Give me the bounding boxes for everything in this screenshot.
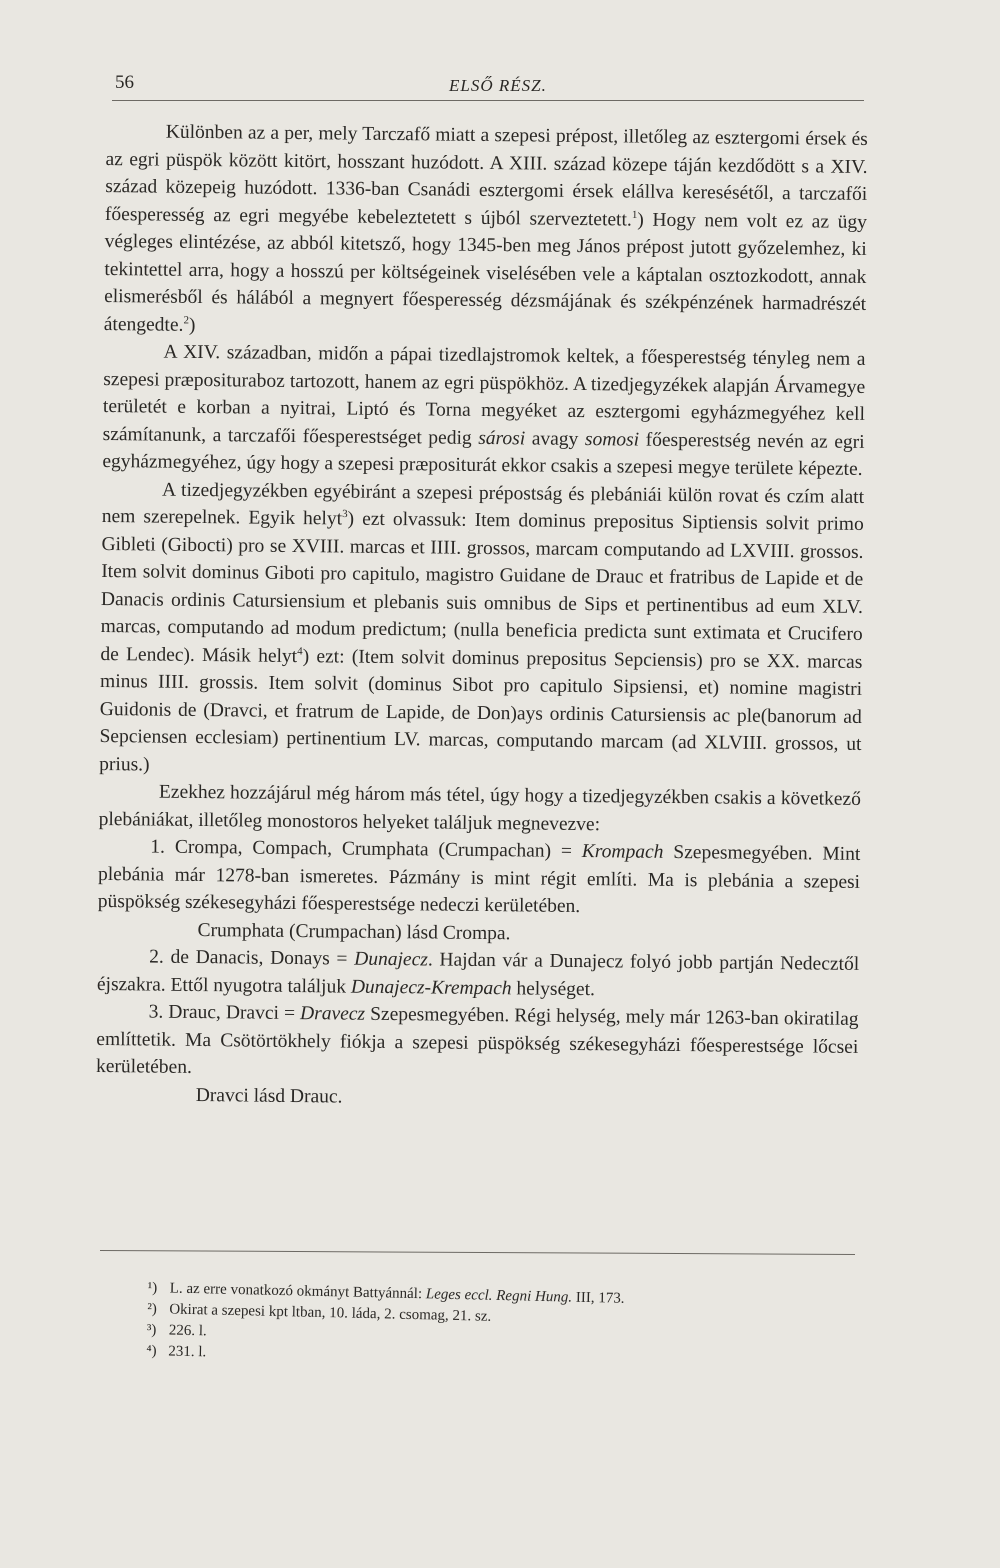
paragraph-3: A tizedjegyzékben egyébiránt a szepesi prépostság és plebániái külön rovat és czím alatt nem szerepelnek. Egyik helyt$^3$) ezt olvassuk: Item dominus prepositus Siptiensis solvit primo Gibleti (Gibocti) pro se XVIII. marcas et IIII. grossos, marcam computando ad LXVIII. grossos. Item solvit dominus Giboti pro capitulo, magistro Guidane de Drauc et fratribus de Lapide et de Danacis ordinis Catursiensium et plebanis suis omnibus de Sips et pertinentibus ad eum XLV. marcas, computando ad modum predictum; (nulla beneficia predicta sunt extimata et Crucifero de Lendec). Másik helyt$^4$) ezt: (Item solvit dominus prepositus Sepciensis) pro se XX. marcas minus IIII. grossis. Item solvit (dominus Sibot pro capitulo Sipsiensi, et) nomine magistri Guidonis de (Dravci, et fratrum de Lapide, de Don)ays ordinis Catursiensis ac ple(banorum ad Sepciensen ecclesiam) pertinentium LV. marcas, computando marcam (ad XLVIII. grossos, ut prius.) <box>99 479 865 775</box>
paragraph-2: A XIV. században, midőn a pápai tizedlajstromok keltek, a főesperestség tényleg nem a szepesi præposituraboz tartozott, hanem az egri püspökhöz. A tizedjegyzékek alapján Árvamegye területét e korban a nyitrai, Liptó és Torna megyéket az esztergomi egyházmegyéhez kell számítanunk, a tarczafői főesperestséget pedig sárosi avagy somosi főesperestség nevén az egri egyházmegyéhez, úgy hogy a szepesi præpositurát ekkor csakis a szepesi megye területe képezte. <box>102 341 866 480</box>
footnote-3: ³) 226. l. <box>146 1321 207 1340</box>
footnote-2: ²) Okirat a szepesi kpt ltban, 10. láda, 2. csomag, 21. sz. <box>147 1300 492 1325</box>
footnote-4: ⁴) 231. l. <box>146 1342 207 1361</box>
entry-danacis: 2. de Danacis, Donays = Dunajecz. Hajdan vár a Dunajecz folyó jobb partján Nedecztől éjszakra. Ettől nyugotra találjuk Dunajecz-Krempach helységet. <box>96 946 860 1000</box>
footnote-ref-2: 2 <box>183 313 190 326</box>
footnotes <box>146 1278 788 1376</box>
footnote-ref-3: 3 <box>342 507 348 521</box>
paragraph-1: Különben az a per, mely Tarczafő miatt a szepesi prépost, illetőleg az esztergomi érsek és az egri püspök között kitört, hosszant huzódott. A XIII. század közepe táján kezdődött s a XIV. század közepeig huzódott. 1336-ban Csanádi esztergomi érsek elállva keresésétől, a tarczafői főesperesség az egri megyébe kebeleztetett s újból szerveztetett.$^1$) Hogy nem volt ez az ügy végleges elintézése, az abból kitetsző, hogy 1345-ben meg János prépost jutott győzelemhez, ki tekintettel arra, hogy a hosszú per költségeinek viselésében vele a káptalan osztozkodott, annak elismerésből és hálából a megnyert főesperesség dézsmájának és székpénzének harmadrészét átengedte.$^2$) <box>103 121 868 336</box>
body-text <box>96 118 868 1116</box>
page-number: 56 <box>115 72 134 93</box>
footnote-ref-4: 4 <box>297 645 303 658</box>
cross-reference-crumphata: Crumphata (Crumpachan) lásd Crompa. <box>197 919 511 944</box>
entry-crompa: 1. Crompa, Compach, Crumphata (Crumpachan) = Krompach Szepesmegyében. Mint plebánia már 1278-ban ismeretes. Pázmány is mint régit említi. Ma is plebánia a szepesi püspökség székesegyházi főesperestsége nedeczi kerületében. <box>97 836 861 918</box>
running-head: ELSŐ RÉSZ. <box>449 76 547 95</box>
header-rule <box>112 100 864 101</box>
footnote-ref-1: 1 <box>631 208 638 221</box>
cross-reference-dravci: Dravci lásd Drauc. <box>195 1084 343 1108</box>
footnote-rule <box>100 1250 855 1255</box>
page-header <box>115 72 865 98</box>
paragraph-4: Ezekhez hozzájárul még három más tétel, úgy hogy a tizedjegyzékben csakis a következő plebániákat, illetőleg monostoros helyeket találjuk megnevezve: <box>98 781 862 835</box>
footnote-1: ¹) L. az erre vonatkozó okmányt Battyánnál: Leges eccl. Regni Hung. III, 173. <box>147 1279 625 1307</box>
entry-drauc: 3. Drauc, Dravci = Dravecz Szepesmegyében. Régi helység, mely már 1263-ban okiratilag említtetik. Ma Csötörtökhely fiókja a szepesi püspökség székesegyházi főesperestsége lőcsei kerületében. <box>95 1001 859 1078</box>
